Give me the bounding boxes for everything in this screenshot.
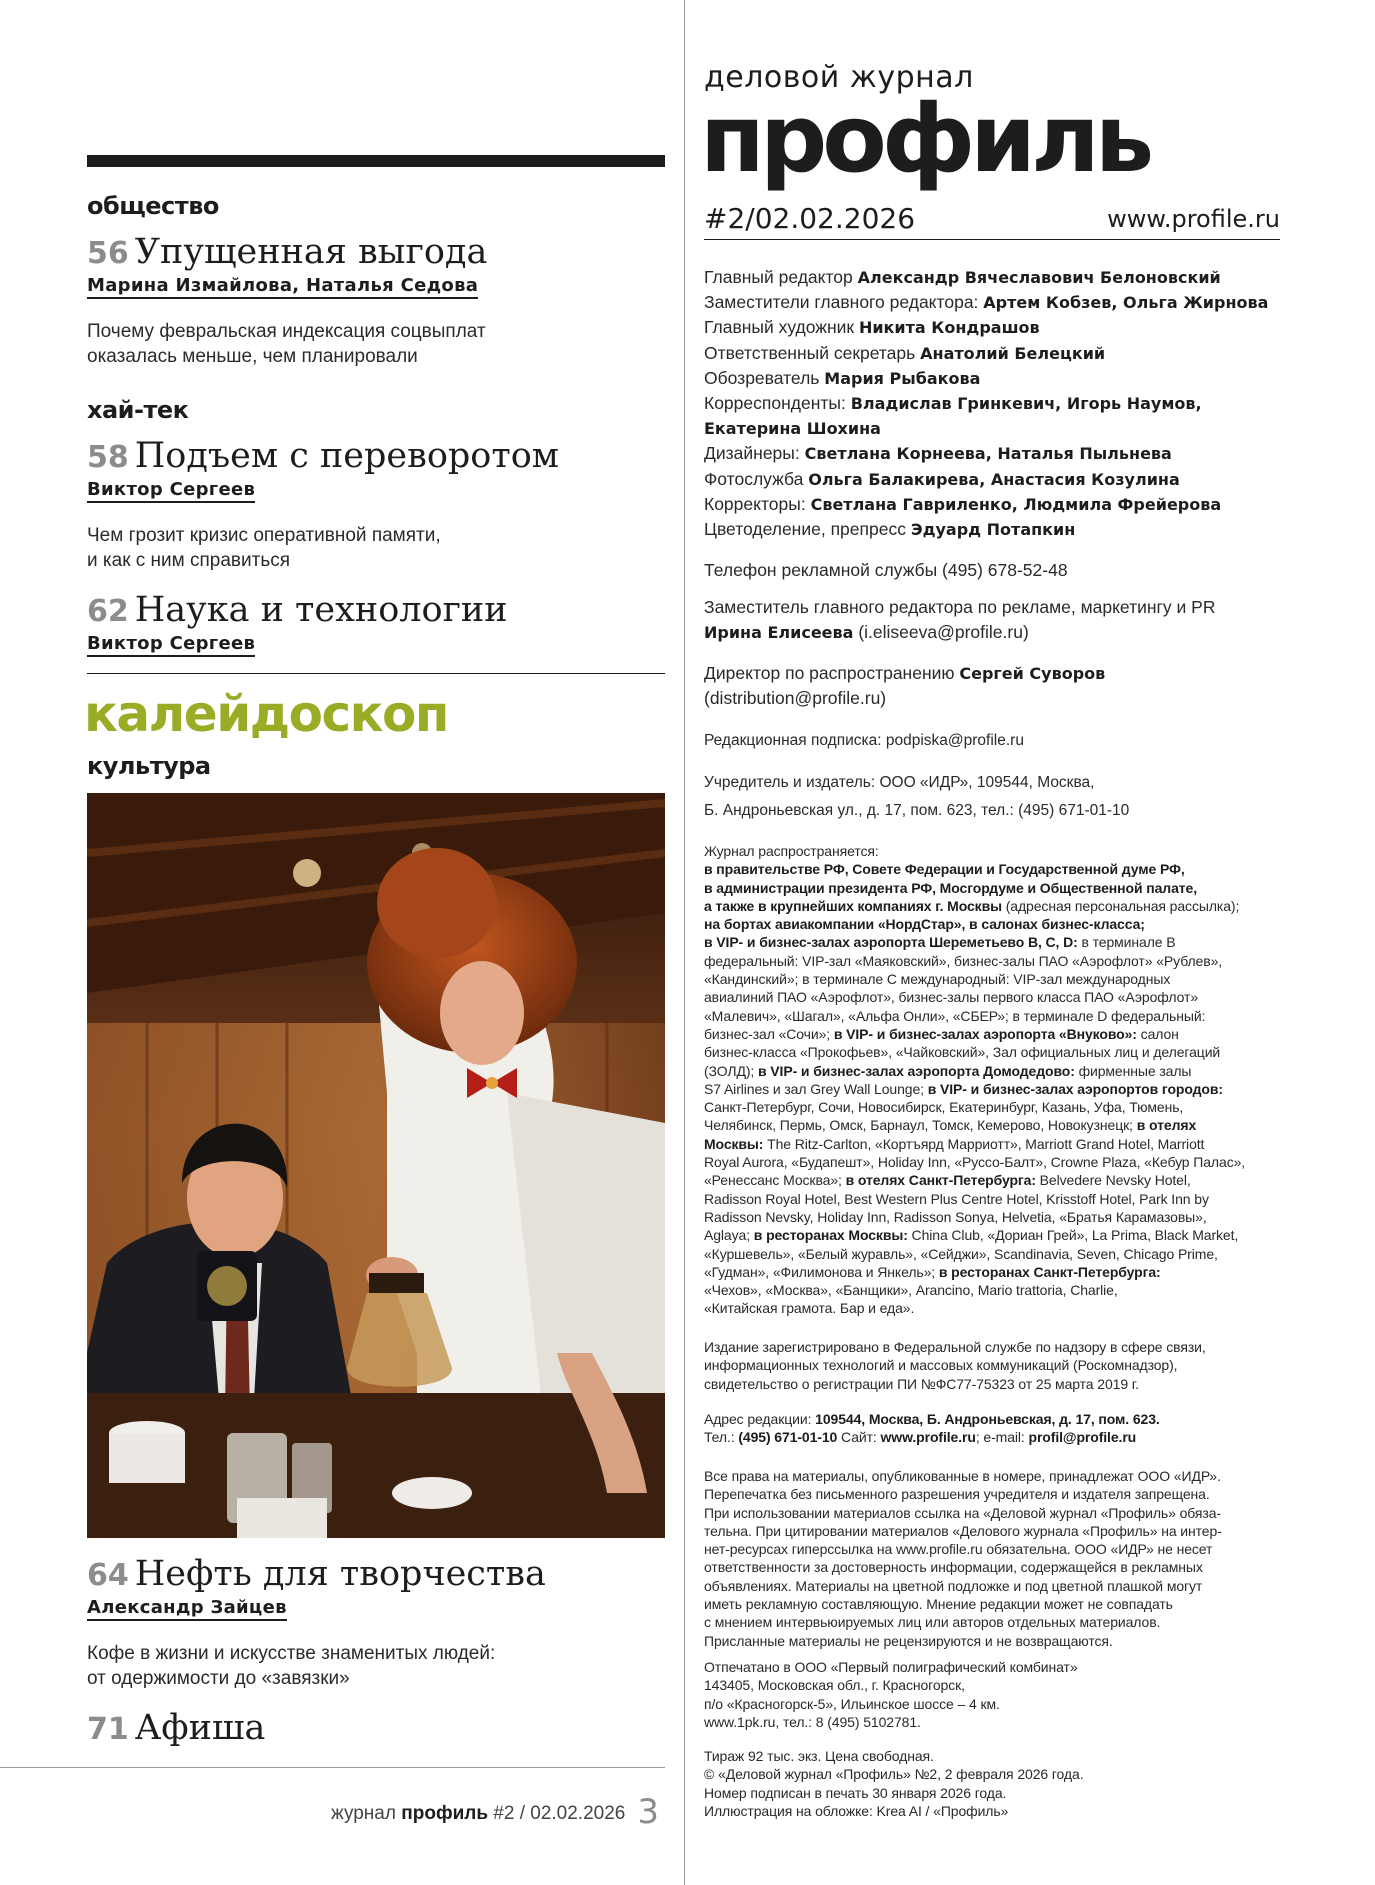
rights-line: Перепечатка без письменного разрешения учредителя и издателя запрещена. xyxy=(704,1486,1210,1503)
distribution-list xyxy=(704,842,1284,1318)
distribution-line: Журнал распространяется: xyxy=(704,843,879,859)
footer-rule xyxy=(0,1767,665,1768)
rights-line: нет-ресурсах гиперссылка на www.profile.ru обязательна. ООО «ИДР» не несет xyxy=(704,1541,1213,1558)
distribution-line: «Ренессанс Москва»; в отелях Санкт-Петербурга: Belvedere Nevsky Hotel, xyxy=(704,1172,1191,1189)
printing-line: www.1pk.ru, тел.: 8 (495) 5102781. xyxy=(704,1713,921,1730)
ad-phone: Телефон рекламной службы (495) 678-52-48 xyxy=(704,560,1068,580)
article-title: Нефть для творчества xyxy=(134,1554,546,1594)
staff-list xyxy=(704,265,1284,542)
staff-row: Корректоры: Светлана Гавриленко, Людмила Фрейерова xyxy=(704,493,1222,514)
article-title: Наука и технологии xyxy=(134,590,508,630)
founder: Учредитель и издатель: ООО «ИДР», 109544, Москва, Б. Андроньевская ул., д. 17, пом. 623, тел.: (495) 671-01-10 xyxy=(704,774,1130,819)
rights-line: ответственности за достоверность информации, содержащейся в рекламных xyxy=(704,1559,1203,1576)
rubric-culture: культура xyxy=(87,752,211,780)
article-page-number: 56 xyxy=(87,236,129,271)
printing-info xyxy=(704,1658,1284,1731)
distribution-line: федеральный: VIP-зал «Маяковский», бизнес-залы ПАО «Аэрофлот» «Рублев», xyxy=(704,952,1223,969)
distribution-line: в правительстве РФ, Совете Федерации и Государственной думе РФ, xyxy=(704,861,1185,878)
rights-line: тельна. При цитировании материалов «Делового журнала «Профиль» на интер- xyxy=(704,1522,1222,1539)
staff-row: Заместители главного редактора: Артем Кобзев, Ольга Жирнова xyxy=(704,292,1269,313)
distribution-line: «Чехов», «Москва», «Банщики», Arancino, Mario trattoria, Charlie, xyxy=(704,1282,1118,1299)
distribution-line: в администрации президента РФ, Мосгордуме и Общественной палате, xyxy=(704,879,1198,896)
article-page-number: 58 xyxy=(87,440,129,475)
rights-line: с мнением интервьюируемых лиц или авторов отдельных материалов. xyxy=(704,1614,1161,1631)
article-title: Афиша xyxy=(134,1708,266,1748)
distribution-line: бизнес-класса «Прокофьев», «Чайковский», Зал официальных лиц и делегаций xyxy=(704,1044,1221,1061)
issue-row xyxy=(704,202,1280,240)
masthead-subtitle: деловой журнал xyxy=(704,60,974,95)
circulation-line: Номер подписан в печать 30 января 2026 года. xyxy=(704,1784,1007,1801)
article-page-number: 62 xyxy=(87,594,129,629)
distribution-line: Челябинск, Пермь, Омск, Барнаул, Томск, Кемерово, Новокузнецк; в отелях xyxy=(704,1117,1197,1134)
article-heading[interactable] xyxy=(87,591,667,631)
article-title: Упущенная выгода xyxy=(134,232,488,272)
circulation-line: Иллюстрация на обложке: Krea AI / «Профиль» xyxy=(704,1802,1009,1819)
article-heading[interactable] xyxy=(87,1555,667,1595)
article-heading[interactable] xyxy=(87,233,667,273)
staff-row: Обозреватель Мария Рыбакова xyxy=(704,367,981,388)
article-page-number: 64 xyxy=(87,1558,129,1593)
editorial-address: Адрес редакции: 109544, Москва, Б. Андроньевская, д. 17, пом. 623. Тел.: (495) 671-01-10 Сайт: www.profile.ru; e-mail: profil@profile.ru xyxy=(704,1411,1160,1446)
distribution-line: Москвы: The Ritz-Carlton, «Кортъярд Марриотт», Marriott Grand Hotel, Marriott xyxy=(704,1135,1205,1152)
distribution-line: «Китайская грамота. Бар и еда». xyxy=(704,1300,915,1317)
printing-line: 143405, Московская обл., г. Красногорск, xyxy=(704,1677,965,1694)
distribution-line: Radisson Royal Hotel, Best Western Plus Centre Hotel, Krisstoff Hotel, Park Inn by xyxy=(704,1190,1209,1207)
article-entry[interactable] xyxy=(87,233,667,369)
distribution-director: Директор по распространению Сергей Суворов (distribution@profile.ru) xyxy=(704,663,1106,708)
printing-line: п/о «Красногорск-5», Ильинское шоссе – 4 км. xyxy=(704,1695,1000,1712)
site-link[interactable]: www.profile.ru xyxy=(1107,205,1280,233)
distribution-line: а также в крупнейших компаниях г. Москвы (адресная персональная рассылка); xyxy=(704,897,1240,914)
page-number: 3 xyxy=(637,1792,659,1832)
article-author: Александр Зайцев xyxy=(87,1597,287,1621)
diner-scene-illustration xyxy=(87,793,665,1538)
distribution-line: Royal Aurora, «Будапешт», Holiday Inn, «Руссо-Балт», Crowne Plaza, «Кебур Палас», xyxy=(704,1154,1246,1171)
article-title: Подъем с переворотом xyxy=(134,436,560,476)
rights-line: объявлениях. Материалы на цветной подложке и под цветной плашкой могут xyxy=(704,1577,1203,1594)
subscription: Редакционная подписка: podpiska@profile.ru xyxy=(704,732,1024,749)
distribution-line: Санкт-Петербург, Сочи, Новосибирск, Екатеринбург, Казань, Уфа, Тюмень, xyxy=(704,1099,1184,1116)
rights-line: При использовании материалов ссылка на «Деловой журнал «Профиль» обяза- xyxy=(704,1504,1221,1521)
article-author: Виктор Сергеев xyxy=(87,479,255,503)
article-photo xyxy=(87,793,665,1538)
staff-row: Главный редактор Александр Вячеславович Белоновский xyxy=(704,267,1221,287)
distribution-line: Radisson Nevsky, Holiday Inn, Radisson Sonya, Helvetia, «Братья Карамазовы», xyxy=(704,1208,1207,1225)
article-heading[interactable] xyxy=(87,437,667,477)
rights-line: иметь рекламную составляющую. Мнение редакции может не совпадать xyxy=(704,1596,1173,1613)
circulation-info xyxy=(704,1747,1284,1820)
distribution-line: S7 Airlines и зал Grey Wall Lounge; в VIP- и бизнес-залах аэропортов городов: xyxy=(704,1080,1223,1097)
staff-row: Екатерина Шохина xyxy=(704,419,881,439)
distribution-line: «Малевич», «Шагал», «Альфа Онли», «СБЕР»; в терминале D федеральный: xyxy=(704,1007,1206,1024)
staff-row: Главный художник Никита Кондрашов xyxy=(704,317,1040,338)
distribution-line: авиалиний ПАО «Аэрофлот», бизнес-залы первого класса ПАО «Аэрофлот» xyxy=(704,989,1198,1006)
article-entry[interactable] xyxy=(87,1555,667,1691)
article-heading[interactable] xyxy=(87,1709,667,1749)
distribution-line: в VIP- и бизнес-залах аэропорта Шереметьево B, C, D: в терминале B xyxy=(704,934,1176,951)
circulation-line: © «Деловой журнал «Профиль» №2, 2 февраля 2026 года. xyxy=(704,1766,1084,1783)
kaleidoscope-title: калейдоскоп xyxy=(84,685,448,743)
issue-number: #2/02.02.2026 xyxy=(704,202,916,235)
article-entry[interactable] xyxy=(87,437,667,573)
article-description: Чем грозит кризис оперативной памяти, и как с ним справиться xyxy=(87,525,441,571)
distribution-line: бизнес-зал «Сочи»; в VIP- и бизнес-залах аэропорта «Внуково»: салон xyxy=(704,1025,1179,1042)
distribution-line: на бортах авиакомпании «НордСтар», в салонах бизнес-класса; xyxy=(704,916,1145,933)
circulation-line: Тираж 92 тыс. экз. Цена свободная. xyxy=(704,1748,934,1764)
article-author: Виктор Сергеев xyxy=(87,633,255,657)
rights-line: Все права на материалы, опубликованные в номере, принадлежат ООО «ИДР». xyxy=(704,1468,1221,1484)
contents-top-bar xyxy=(87,155,665,167)
article-author: Марина Измайлова, Наталья Седова xyxy=(87,275,478,299)
rights-line: Присланные материалы не рецензируются и не возвращаются. xyxy=(704,1632,1113,1649)
staff-row: Ответственный секретарь Анатолий Белецкий xyxy=(704,342,1106,363)
registration: Издание зарегистрировано в Федеральной службе по надзору в сфере связи, информационных технологий и массовых коммуникаций (Роскомнадзор), свидетельство о регистрации ПИ №ФС77-75323 от 25 марта 2019 г. xyxy=(704,1339,1206,1392)
distribution-line: «Куршевель», «Белый журавль», «Сейджи», Scandinavia, Seven, Chicago Prime, xyxy=(704,1245,1218,1262)
article-description: Кофе в жизни и искусстве знаменитых людей: от одержимости до «завязки» xyxy=(87,1643,496,1689)
column-divider xyxy=(684,0,685,1885)
distribution-line: «Кандинский»; в терминале C международный: VIP-зал международных xyxy=(704,971,1171,988)
rubric-hi-tech: хай-тек xyxy=(87,396,189,424)
rubric-society: общество xyxy=(87,192,219,220)
ad-deputy: Заместитель главного редактора по рекламе, маркетингу и PR Ирина Елисеева (i.eliseeva@profile.ru) xyxy=(704,597,1216,642)
distribution-line: Aglaya; в ресторанах Москвы: China Club, «Дориан Грей», La Prima, Black Market, xyxy=(704,1227,1239,1244)
masthead-logo: профиль xyxy=(700,85,1150,194)
page-footer: журнал профиль #2 / 02.02.2026 3 xyxy=(331,1792,659,1832)
staff-row: Фотослужба Ольга Балакирева, Анастасия Козулина xyxy=(704,468,1180,489)
distribution-line: «Гудман», «Филимонова и Янкель»; в ресторанах Санкт-Петербурга: xyxy=(704,1263,1161,1280)
article-page-number: 71 xyxy=(87,1712,129,1747)
staff-row: Цветоделение, препресс Эдуард Потапкин xyxy=(704,519,1076,540)
article-entry[interactable] xyxy=(87,591,667,657)
section-divider xyxy=(87,673,665,674)
article-description: Почему февральская индексация соцвыплат оказалась меньше, чем планировали xyxy=(87,321,486,367)
distribution-line: (ЗОЛД); в VIP- и бизнес-залах аэропорта Домодедово: фирменные залы xyxy=(704,1062,1192,1079)
printing-line: Отпечатано в ООО «Первый полиграфический комбинат» xyxy=(704,1659,1078,1675)
staff-row: Дизайнеры: Светлана Корнеева, Наталья Пыльнева xyxy=(704,443,1172,464)
article-entry[interactable] xyxy=(87,1709,667,1749)
rights-notice xyxy=(704,1467,1284,1650)
staff-row: Корреспонденты: Владислав Гринкевич, Игорь Наумов, xyxy=(704,393,1202,414)
